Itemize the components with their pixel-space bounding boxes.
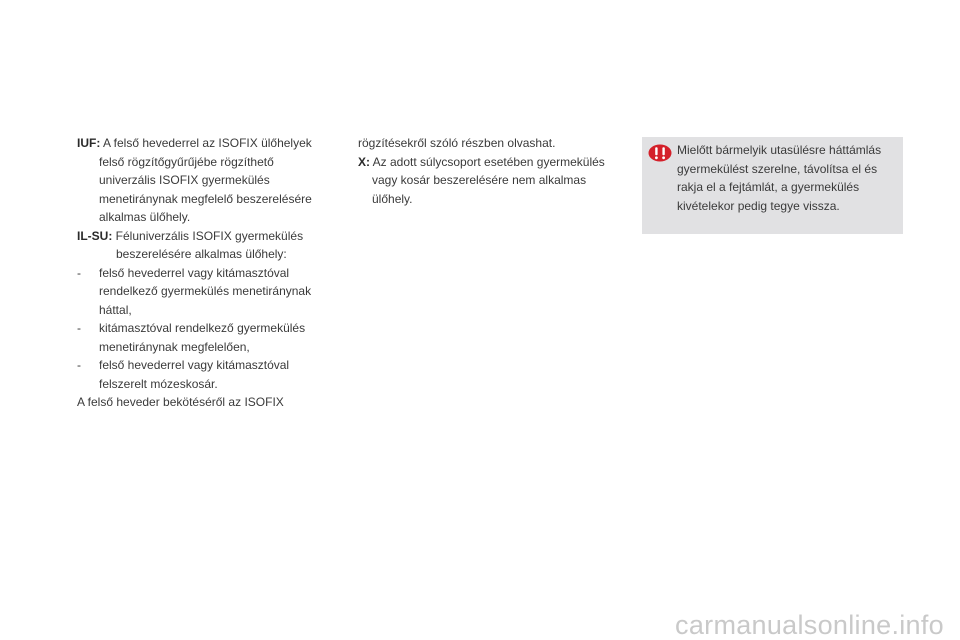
x-term: X: <box>358 154 370 169</box>
iuf-text: A felső hevederrel az ISOFIX ülőhelyek felső rögzítőgyűrűjébe rögzíthető univerzális ISOFIX gyermekülés menetiránynak megfelelő beszerelésére alkalmas ülőhely. <box>99 136 312 224</box>
middle-column <box>358 134 620 208</box>
x-text: Az adott súlycsoport esetében gyermekülés vagy kosár beszerelésére nem alkalmas ülőhely. <box>372 154 605 206</box>
ilsu-text: Féluniverzális ISOFIX gyermekülés beszerelésére alkalmas ülőhely: <box>115 228 304 261</box>
continued-text: rögzítésekről szóló részben olvashat. <box>358 136 556 150</box>
ilsu-definition <box>77 227 332 264</box>
warning-box <box>642 137 903 234</box>
isofix-reference-text: A felső heveder bekötéséről az ISOFIX <box>77 395 284 409</box>
x-definition <box>358 153 620 209</box>
warning-exclamation-icon <box>648 144 672 162</box>
list-item: - kitámasztóval rendelkező gyermekülés menetiránynak megfelelően, <box>77 321 306 354</box>
ilsu-term: IL-SU: <box>77 228 113 243</box>
warning-text: Mielőtt bármelyik utasülésre háttámlás gyermekülést szerelne, távolítsa el és rakja el a fejtámlát, a gyermekülés kivételekor pedig tegye vissza. <box>677 143 882 213</box>
list-item: - felső hevederrel vagy kitámasztóval rendelkező gyermekülés menetiránynak háttal, <box>77 265 312 317</box>
iuf-term: IUF: <box>77 136 101 150</box>
list-item: - felső hevederrel vagy kitámasztóval felszerelt mózeskosár. <box>77 358 290 391</box>
left-column <box>77 134 332 412</box>
watermark: carmanualsonline.info <box>675 609 944 640</box>
iuf-definition <box>77 134 332 227</box>
